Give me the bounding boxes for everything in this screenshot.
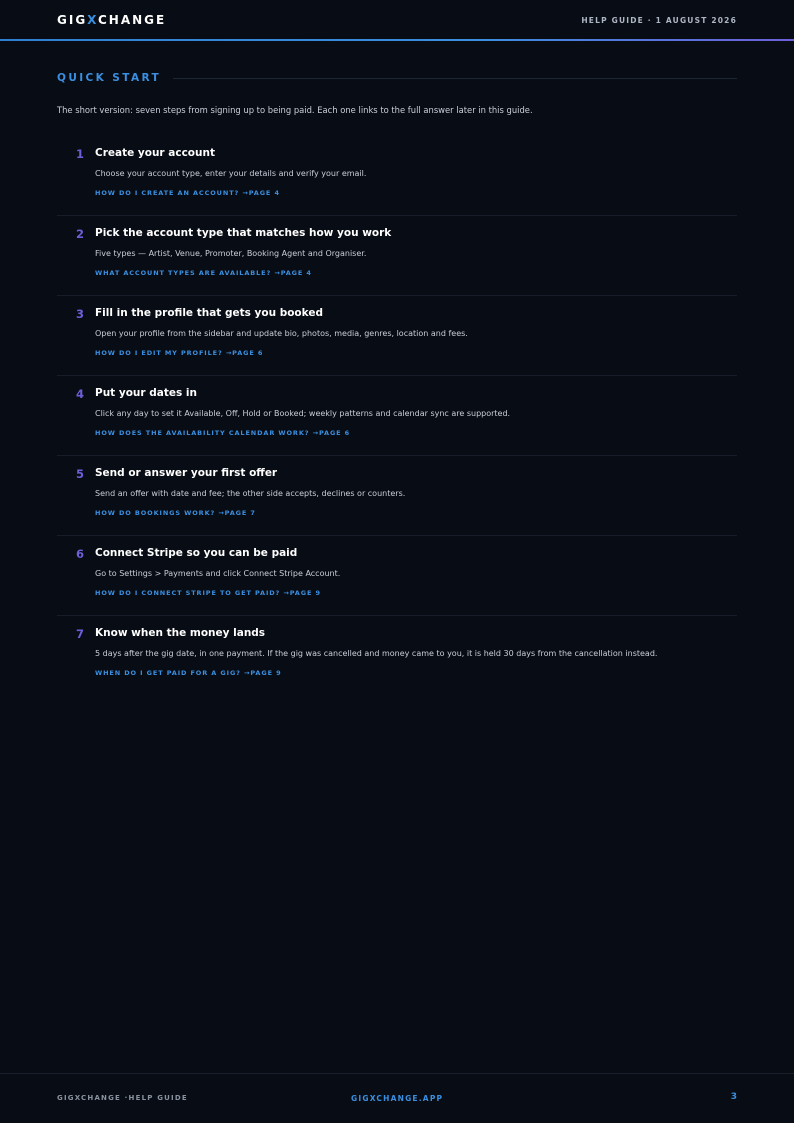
step-link[interactable]: HOW DO I CREATE AN ACCOUNT? →PAGE 4 — [95, 189, 280, 197]
step-title: Know when the money lands — [95, 627, 266, 639]
step-description: Send an offer with date and fee; the other side accepts, declines or counters. — [95, 489, 406, 498]
step-link[interactable]: HOW DO I CONNECT STRIPE TO GET PAID? →PAGE 9 — [95, 589, 321, 597]
step-title: Send or answer your first offer — [95, 467, 278, 479]
step-number: 7 — [75, 627, 84, 641]
step-title: Pick the account type that matches how you work — [95, 227, 392, 239]
steps-list — [57, 136, 737, 695]
step-description: Click any day to set it Available, Off, Hold or Booked; weekly patterns and calendar sync are supported. — [95, 409, 511, 418]
header-divider — [0, 39, 794, 41]
section-title: QUICK START — [57, 72, 162, 84]
step-description: Choose your account type, enter your details and verify your email. — [95, 169, 367, 178]
step-item — [57, 296, 737, 376]
step-item — [57, 376, 737, 456]
step-link[interactable]: WHAT ACCOUNT TYPES ARE AVAILABLE? →PAGE 4 — [95, 269, 312, 277]
step-item — [57, 456, 737, 536]
step-link[interactable]: WHEN DO I GET PAID FOR A GIG? →PAGE 9 — [95, 669, 282, 677]
step-description: Go to Settings > Payments and click Connect Stripe Account. — [95, 569, 341, 578]
step-description: 5 days after the gig date, in one payment. If the gig was cancelled and money came to you, it is held 30 days from the cancellation instead. — [95, 649, 658, 658]
section-heading — [57, 71, 737, 85]
step-number: 2 — [75, 227, 84, 241]
step-title: Fill in the profile that gets you booked — [95, 307, 323, 319]
step-number: 5 — [75, 467, 84, 481]
step-title: Connect Stripe so you can be paid — [95, 547, 298, 559]
section-divider — [173, 78, 737, 79]
page-header — [0, 0, 794, 40]
step-link[interactable]: HOW DO I EDIT MY PROFILE? →PAGE 6 — [95, 349, 264, 357]
brand-x: X — [87, 13, 98, 27]
step-item — [57, 536, 737, 616]
step-number: 4 — [75, 387, 84, 401]
brand-logo — [57, 13, 166, 27]
section-intro: The short version: seven steps from signing up to being paid. Each one links to the full answer later in this guide. — [57, 105, 533, 115]
step-item — [57, 616, 737, 695]
step-description: Open your profile from the sidebar and update bio, photos, media, genres, location and fees. — [95, 329, 468, 338]
brand-prefix: GIG — [57, 13, 88, 27]
footer-divider — [0, 1073, 794, 1074]
step-description: Five types — Artist, Venue, Promoter, Booking Agent and Organiser. — [95, 249, 367, 258]
step-number: 6 — [75, 547, 84, 561]
step-item — [57, 136, 737, 216]
step-link[interactable]: HOW DO BOOKINGS WORK? →PAGE 7 — [95, 509, 256, 517]
footer-label: GIGXCHANGE ·HELP GUIDE — [57, 1094, 188, 1102]
page-number: 3 — [730, 1092, 737, 1102]
step-link[interactable]: HOW DOES THE AVAILABILITY CALENDAR WORK? →PAGE 6 — [95, 429, 351, 437]
step-title: Create your account — [95, 147, 215, 159]
step-item — [57, 216, 737, 296]
step-number: 1 — [75, 147, 84, 161]
footer-website-link[interactable]: GIGXCHANGE.APP — [351, 1094, 444, 1103]
brand-suffix: CHANGE — [98, 13, 167, 27]
step-number: 3 — [75, 307, 84, 321]
header-meta: HELP GUIDE · 1 AUGUST 2026 — [581, 16, 737, 25]
step-title: Put your dates in — [95, 387, 197, 399]
